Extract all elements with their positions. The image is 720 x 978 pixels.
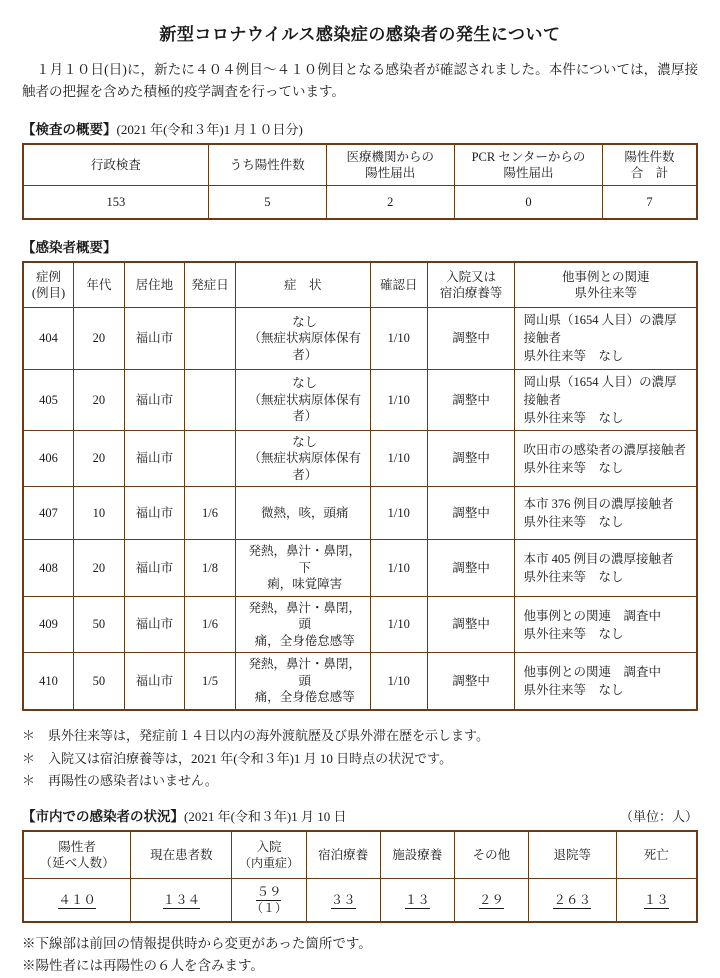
column-header-hospital: [427, 262, 515, 308]
cell-onset: 1/5: [185, 653, 236, 710]
cell-symptom: [235, 540, 370, 597]
column-header: [603, 144, 697, 186]
column-header-line1: 陽性者: [58, 839, 96, 854]
notes-list: [22, 725, 698, 793]
relation-line2: 県外往来等 なし: [523, 515, 624, 530]
column-header: [454, 144, 602, 186]
cell-symptom: [235, 487, 370, 540]
cell-residence: 福山市: [124, 487, 185, 540]
cell-pcr-center-reports: 0: [454, 186, 602, 220]
column-header-confirmed: 確認日: [370, 262, 427, 308]
relation-line3: 県外往来等 なし: [523, 410, 624, 425]
column-header-line2: 県外往来等: [574, 286, 637, 301]
column-header: [208, 144, 326, 186]
cell-relation: [515, 540, 697, 597]
table-header-row: [23, 144, 697, 186]
relation-line2: 接触者: [523, 331, 561, 346]
cell-age: 50: [74, 596, 125, 653]
cell-onset: [185, 369, 236, 430]
column-header: [326, 144, 454, 186]
cell-relation: [515, 308, 697, 369]
unit-label: （単位：人）: [619, 809, 698, 825]
symptom-line2: 痛，全身倦怠感等: [254, 690, 355, 705]
relation-line2: 県外往来等 なし: [523, 683, 624, 698]
note-item: [22, 770, 698, 793]
cell-onset: 1/6: [185, 596, 236, 653]
table-row: [23, 308, 697, 369]
cases-table: [22, 261, 698, 711]
cell-confirmed: 1/10: [370, 596, 427, 653]
cell-other: [454, 879, 528, 923]
footnote-item: ※下線部は前回の情報提供時から変更があった箇所です。: [22, 936, 372, 952]
cell-hospital: 調整中: [427, 653, 515, 710]
cell-residence: 福山市: [124, 308, 185, 369]
value-underlined: ３３: [330, 892, 356, 907]
column-header-relation: [515, 262, 697, 308]
cell-onset: 1/8: [185, 540, 236, 597]
city-status-heading: [22, 805, 347, 825]
page-title: 新型コロナウイルス感染症の感染者の発生について: [159, 25, 561, 44]
cell-residence: 福山市: [124, 596, 185, 653]
cell-deaths: [616, 879, 697, 923]
value-underlined: １３４: [162, 892, 201, 907]
column-header-line2: 陽性届出: [503, 166, 554, 181]
table-row: [23, 369, 697, 430]
cell-hospital: 調整中: [427, 540, 515, 597]
column-header-line2: (例目): [31, 286, 66, 301]
cell-positive-among-admin: 5: [208, 186, 326, 220]
cell-current-patients: [131, 879, 232, 923]
cell-positive-total: 7: [603, 186, 697, 220]
column-header-line2: 合 計: [630, 166, 669, 181]
test-summary-heading: [22, 118, 698, 138]
relation-line1: 岡山県（1654 人目）の濃厚: [523, 313, 677, 328]
cell-case-no: 404: [23, 308, 74, 369]
symptom-line1: なし: [292, 314, 318, 329]
cell-relation: [515, 487, 697, 540]
column-header-line1: うち陽性件数: [229, 157, 305, 172]
table-row: [23, 879, 697, 923]
cell-relation: [515, 653, 697, 710]
symptom-line1: 発熱，鼻汁・鼻閉，頭: [248, 657, 361, 688]
relation-line1: 吹田市の感染者の濃厚接触者: [523, 442, 686, 457]
column-header-discharged: 退院等: [528, 831, 616, 879]
city-status-heading-label: 【市内での感染者の状況】: [22, 809, 184, 825]
cell-age: 20: [74, 369, 125, 430]
cell-hospital: 調整中: [427, 596, 515, 653]
table-header-row: [23, 831, 697, 879]
hospitalized-severe-count: （１）: [250, 900, 287, 915]
column-header-other: その他: [454, 831, 528, 879]
symptom-line1: なし: [292, 376, 318, 390]
cell-relation: [515, 430, 697, 487]
cell-onset: [185, 430, 236, 487]
relation-line2: 接触者: [523, 392, 561, 407]
cell-hospital: 調整中: [427, 487, 515, 540]
relation-line1: 岡山県（1654 人目）の濃厚: [523, 374, 677, 389]
relation-line1: 本市 405 例目の濃厚接触者: [523, 552, 674, 567]
value-underlined: ４１０: [58, 892, 96, 907]
column-header-line1: 医療機関からの: [346, 149, 435, 164]
cell-confirmed: 1/10: [370, 653, 427, 710]
city-status-table: [22, 830, 698, 923]
cell-onset: [185, 308, 236, 369]
relation-line1: 他事例との関連 調査中: [523, 608, 661, 623]
relation-line2: 県外往来等 なし: [523, 460, 624, 475]
relation-line1: 本市 376 例目の濃厚接触者: [523, 497, 674, 512]
column-header-line1: PCR センターからの: [471, 149, 586, 164]
cell-hospitalized: [232, 879, 306, 923]
column-header-residence: 居住地: [124, 262, 185, 308]
cell-medical-reports: 2: [326, 186, 454, 220]
cell-age: 20: [74, 430, 125, 487]
symptom-line2: （無症状病原体保有者）: [248, 451, 361, 482]
column-header-facility: 施設療養: [380, 831, 454, 879]
column-header-lodging: 宿泊療養: [306, 831, 380, 879]
symptom-line2: 痢，味覚障害: [267, 577, 343, 592]
test-summary-table: [22, 143, 698, 220]
note-item: [22, 725, 698, 748]
cell-hospital: 調整中: [427, 308, 515, 369]
cell-confirmed: 1/10: [370, 430, 427, 487]
column-header-case-no: [23, 262, 74, 308]
cell-residence: 福山市: [124, 430, 185, 487]
column-header-positive-total: [23, 831, 131, 879]
cell-case-no: 408: [23, 540, 74, 597]
column-header-symptom: 症 状: [235, 262, 370, 308]
column-header-line1: 陽性件数: [624, 149, 675, 164]
symptom-line2: 痛，全身倦怠感等: [254, 633, 355, 648]
column-header-line2: 宿泊療養等: [439, 286, 503, 301]
column-header-current-patients: 現在患者数: [131, 831, 232, 879]
column-header-age: 年代: [74, 262, 125, 308]
note-bullet-icon: ＊: [22, 773, 36, 789]
value-underlined: １３: [404, 892, 430, 907]
note-bullet-icon: ＊: [22, 727, 36, 743]
symptom-line1: なし: [292, 434, 318, 449]
cell-onset: 1/6: [185, 487, 236, 540]
relation-line3: 県外往来等 なし: [523, 349, 624, 364]
cell-confirmed: 1/10: [370, 487, 427, 540]
value-underlined: ２９: [478, 892, 504, 907]
column-header-line1: 症例: [36, 269, 62, 284]
footnotes: [22, 933, 698, 978]
note-text: 再陽性の感染者はいません。: [48, 773, 218, 789]
cell-symptom: [235, 308, 370, 369]
column-header-line2: 陽性届出: [365, 166, 416, 181]
symptom-line1: 微熱，咳，頭痛: [260, 506, 349, 521]
relation-line2: 県外往来等 なし: [523, 626, 624, 641]
relation-line1: 他事例との関連 調査中: [523, 665, 661, 680]
symptom-line2: （無症状病原体保有者）: [248, 392, 361, 423]
column-header-line1: 入院又は: [446, 269, 497, 284]
note-text: 県外往来等は，発症前１４日以内の海外渡航歴及び県外滞在歴を示します。: [48, 727, 489, 743]
value-underlined: １３: [643, 892, 669, 907]
cell-admin-tests: 153: [23, 186, 208, 220]
cell-age: 50: [74, 653, 125, 710]
city-status-heading-sub: (2021 年(令和３年)1 月 10 日: [184, 809, 347, 825]
cell-confirmed: 1/10: [370, 369, 427, 430]
cell-age: 20: [74, 540, 125, 597]
relation-line2: 県外往来等 なし: [523, 570, 624, 585]
cell-discharged: [528, 879, 616, 923]
symptom-line2: （無症状病原体保有者）: [248, 331, 361, 362]
test-summary-heading-sub: (2021 年(令和３年)1 月１０日分): [116, 122, 303, 138]
cases-heading-label: 【感染者概要】: [22, 240, 117, 256]
lead-text: １月１０日(日)に，新たに４０４例目～４１０例目となる感染者が確認されました。本件については，濃厚接触者の把握を含めた積極的疫学調査を行っています。: [22, 62, 698, 99]
cell-residence: 福山市: [124, 653, 185, 710]
test-summary-heading-label: 【検査の概要】: [22, 122, 117, 138]
cell-symptom: [235, 653, 370, 710]
column-header-line1: 入院: [256, 840, 282, 855]
column-header-line2: （延べ人数）: [39, 856, 115, 871]
cell-case-no: 407: [23, 487, 74, 540]
table-row: [23, 596, 697, 653]
column-header-line1: 他事例との関連: [561, 269, 650, 284]
column-header-line1: 行政検査: [90, 157, 141, 172]
cell-confirmed: 1/10: [370, 308, 427, 369]
cell-residence: 福山市: [124, 540, 185, 597]
note-text: 入院又は宿泊療養等は，2021 年(令和３年)1 月 10 日時点の状況です。: [48, 750, 453, 766]
cell-residence: 福山市: [124, 369, 185, 430]
city-status-heading-row: [22, 805, 698, 825]
column-header: [23, 144, 208, 186]
column-header-line2: （内重症）: [238, 855, 299, 870]
footnote-item: ※陽性者には再陽性の６人を含みます。: [22, 958, 264, 974]
hospitalized-count: [236, 884, 301, 901]
cell-age: 10: [74, 487, 125, 540]
cell-positive-total: [23, 879, 131, 923]
column-header-onset: 発症日: [185, 262, 236, 308]
note-bullet-icon: ＊: [22, 750, 36, 766]
cell-symptom: [235, 596, 370, 653]
cell-facility: [380, 879, 454, 923]
value-underlined: ５９: [256, 885, 282, 900]
cell-case-no: 409: [23, 596, 74, 653]
symptom-line1: 発熱，鼻汁・鼻閉，下: [248, 544, 361, 575]
cell-symptom: [235, 430, 370, 487]
cell-age: 20: [74, 308, 125, 369]
cell-lodging: [306, 879, 380, 923]
table-row: [23, 430, 697, 487]
cell-relation: [515, 596, 697, 653]
cell-hospital: 調整中: [427, 430, 515, 487]
cases-heading: [22, 236, 698, 256]
table-row: [23, 487, 697, 540]
column-header-deaths: 死亡: [616, 831, 697, 879]
note-item: [22, 748, 698, 771]
table-header-row: [23, 262, 697, 308]
cell-case-no: 405: [23, 369, 74, 430]
column-header-hospitalized: [232, 831, 306, 879]
cell-confirmed: 1/10: [370, 540, 427, 597]
cell-case-no: 406: [23, 430, 74, 487]
symptom-line1: 発熱，鼻汁・鼻閉，頭: [248, 600, 361, 632]
table-row: [23, 653, 697, 710]
value-underlined: ２６３: [553, 892, 591, 907]
cell-hospital: 調整中: [427, 369, 515, 430]
lead-paragraph: [22, 59, 698, 102]
cell-relation: [515, 369, 697, 430]
cell-symptom: [235, 369, 370, 430]
table-row: [23, 186, 697, 220]
table-row: [23, 540, 697, 597]
cell-case-no: 410: [23, 653, 74, 710]
